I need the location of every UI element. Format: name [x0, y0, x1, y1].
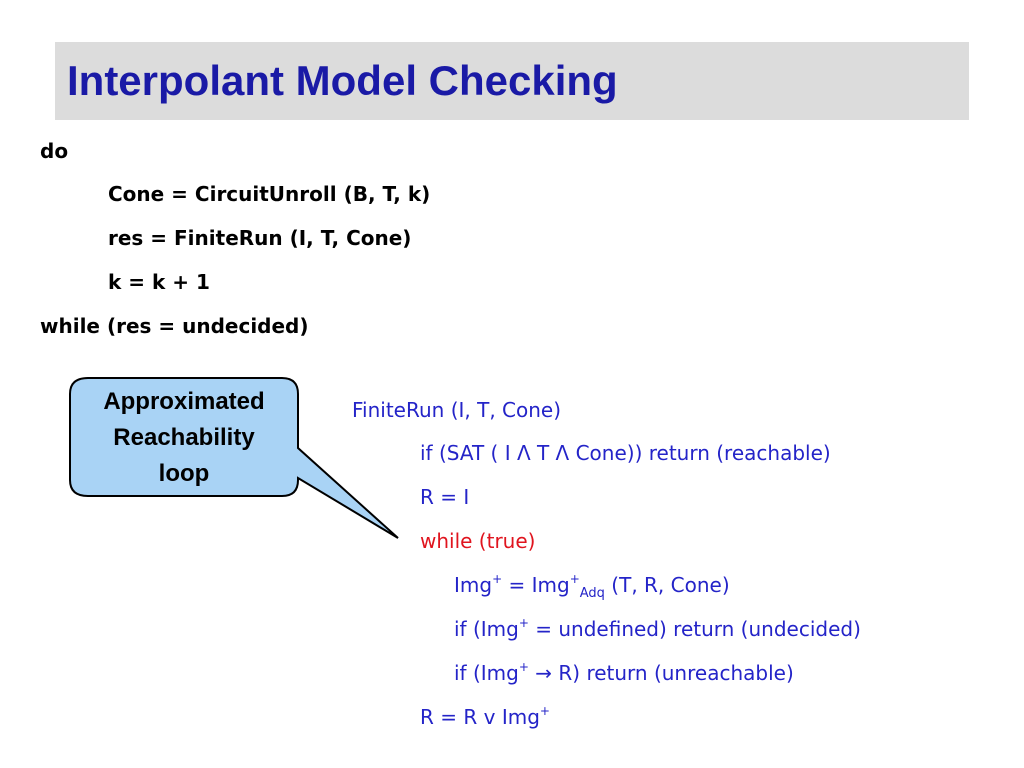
if-undefined-post: = undefined) return (undecided): [528, 617, 861, 641]
if-undefined-pre: if (Img: [454, 617, 519, 641]
r-init-line: R = I: [420, 485, 470, 509]
r-update-pre: R = R v Img: [420, 705, 540, 729]
if-unreachable-post: R) return (unreachable): [558, 661, 794, 685]
img-adq-sub: Adq: [579, 586, 605, 601]
callout-text: [72, 384, 296, 492]
outer-cone-line: Cone = CircuitUnroll (B, T, k): [108, 182, 431, 206]
r-update-plus-sup: +: [539, 704, 550, 718]
img-plus-sup: +: [492, 572, 503, 586]
r-update-line: [420, 705, 550, 729]
img-lhs: Img: [454, 573, 493, 597]
img-adq-plus-sup: +: [569, 572, 580, 586]
outer-k-line: k = k + 1: [108, 270, 210, 294]
if-unreachable-pre: if (Img: [454, 661, 519, 685]
outer-do: do: [40, 139, 69, 163]
outer-res-line: res = FiniteRun (I, T, Cone): [108, 226, 412, 250]
finite-run-header: FiniteRun (I, T, Cone): [352, 398, 562, 422]
outer-while: while (res = undecided): [40, 314, 309, 338]
img-assign-line: [454, 572, 730, 601]
img-rest: (T, R, Cone): [604, 573, 730, 597]
if-unreachable-line: [454, 661, 794, 685]
slide-title: Interpolant Model Checking: [67, 57, 618, 104]
callout-line-1: Approximated: [103, 388, 265, 415]
if-undefined-plus-sup: +: [518, 616, 529, 630]
img-eq: = Img: [502, 573, 570, 597]
if-undefined-line: [454, 617, 861, 641]
if-sat-line: if (SAT ( I Λ T Λ Cone)) return (reachable): [420, 441, 831, 465]
arrow-icon: →: [528, 661, 559, 685]
callout-line-2: Reachability: [113, 424, 255, 451]
while-true-line: while (true): [420, 529, 536, 553]
callout-line-3: loop: [158, 460, 210, 487]
if-unreachable-plus-sup: +: [518, 660, 529, 674]
